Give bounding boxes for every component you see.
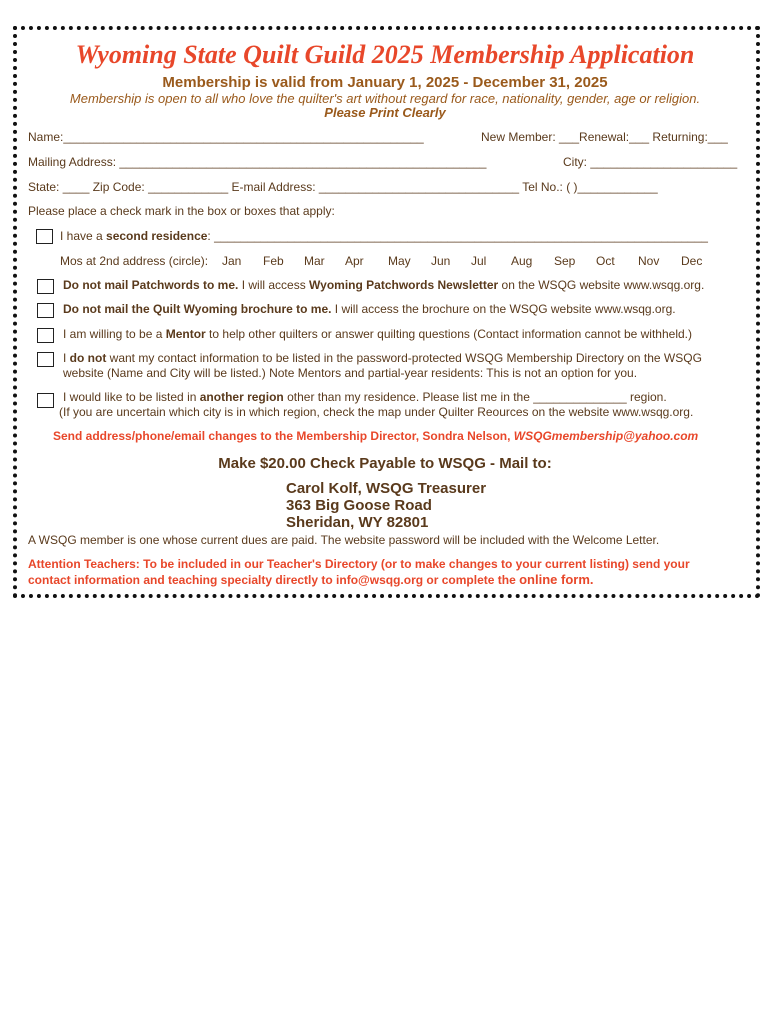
teachers-text-line2: contact information and teaching specialty directly to info@wsqg.org or complete the online form. bbox=[28, 572, 594, 587]
page-title: Wyoming State Quilt Guild 2025 Membership Application bbox=[75, 40, 695, 69]
changes-text: Send address/phone/email changes to the Membership Director, Sondra Nelson, WSQGmembership@yahoo.com bbox=[53, 429, 699, 443]
online-form-link[interactable]: online form. bbox=[519, 572, 594, 587]
region-text-line2: (If you are uncertain which city is in which region, check the map under Quilter Reources on the website www.wsqg.org. bbox=[59, 405, 694, 419]
month-jul[interactable]: Jul bbox=[471, 254, 487, 268]
region-checkbox[interactable] bbox=[37, 393, 54, 408]
month-feb[interactable]: Feb bbox=[263, 254, 284, 268]
member-note: A WSQG member is one whose current dues are paid. The website password will be included with the Welcome Letter. bbox=[28, 533, 660, 547]
membership-email-link[interactable]: WSQGmembership@yahoo.com bbox=[513, 429, 699, 443]
brochure-checkbox[interactable] bbox=[37, 303, 54, 318]
state-zip-email-tel-field[interactable]: State: ____ Zip Code: ____________ E-mail Address: ______________________________ Tel No.: ( )____________ bbox=[28, 180, 658, 194]
teachers-text-line1: Attention Teachers: To be included in our Teacher's Directory (or to make changes to your current listing) send your bbox=[28, 557, 690, 571]
treasurer-street: 363 Big Goose Road bbox=[286, 497, 432, 514]
patchwords-checkbox[interactable] bbox=[37, 279, 54, 294]
open-to-text: Membership is open to all who love the quilter's art without regard for race, nationality, gender, age or religion. bbox=[69, 91, 701, 106]
name-field[interactable]: Name:______________________________________________________ bbox=[28, 130, 424, 144]
month-oct[interactable]: Oct bbox=[596, 254, 615, 268]
month-mar[interactable]: Mar bbox=[304, 254, 325, 268]
mentor-text: I am willing to be a Mentor to help other quilters or answer quilting questions (Contact information cannot be withheld.) bbox=[63, 327, 692, 341]
treasurer-name: Carol Kolf, WSQG Treasurer bbox=[286, 480, 487, 497]
validity-text: Membership is valid from January 1, 2025 - December 31, 2025 bbox=[162, 74, 608, 91]
instructions-text: Please place a check mark in the box or boxes that apply: bbox=[28, 204, 335, 218]
directory-text: I do not want my contact information to be listed in the password-protected WSQG Membership Directory on the WSQG bbox=[63, 351, 702, 365]
city-field[interactable]: City: ______________________ bbox=[563, 155, 738, 169]
month-may[interactable]: May bbox=[388, 254, 411, 268]
month-jun[interactable]: Jun bbox=[431, 254, 451, 268]
treasurer-city: Sheridan, WY 82801 bbox=[286, 514, 429, 531]
payable-title: Make $20.00 Check Payable to WSQG - Mail to: bbox=[218, 455, 552, 472]
directory-text-line2: website (Name and City will be listed.) Note Mentors and partial-year residents: This is not an option for you. bbox=[63, 366, 638, 380]
brochure-text: Do not mail the Quilt Wyoming brochure to me. I will access the brochure on the WSQG website www.wsqg.org. bbox=[63, 302, 676, 316]
mailing-address-field[interactable]: Mailing Address: _______________________________________________________ bbox=[28, 155, 487, 169]
month-apr[interactable]: Apr bbox=[345, 254, 364, 268]
months-label: Mos at 2nd address (circle): bbox=[60, 254, 209, 268]
month-dec[interactable]: Dec bbox=[681, 254, 703, 268]
month-nov[interactable]: Nov bbox=[638, 254, 660, 268]
member-type-field[interactable]: New Member: ___Renewal:___ Returning:___ bbox=[481, 130, 728, 144]
second-residence-text: I have a second residence: __________________________________________________________________________ bbox=[60, 229, 708, 243]
month-sep[interactable]: Sep bbox=[554, 254, 576, 268]
month-aug[interactable]: Aug bbox=[511, 254, 533, 268]
directory-checkbox[interactable] bbox=[37, 352, 54, 367]
second-residence-checkbox[interactable] bbox=[36, 229, 53, 244]
region-text: I would like to be listed in another region other than my residence. Please list me in the ______________ region. bbox=[63, 390, 667, 404]
patchwords-text: Do not mail Patchwords to me. I will access Wyoming Patchwords Newsletter on the WSQG website www.wsqg.org. bbox=[63, 278, 705, 292]
mentor-checkbox[interactable] bbox=[37, 328, 54, 343]
print-clearly-text: Please Print Clearly bbox=[324, 105, 446, 120]
month-jan[interactable]: Jan bbox=[222, 254, 242, 268]
